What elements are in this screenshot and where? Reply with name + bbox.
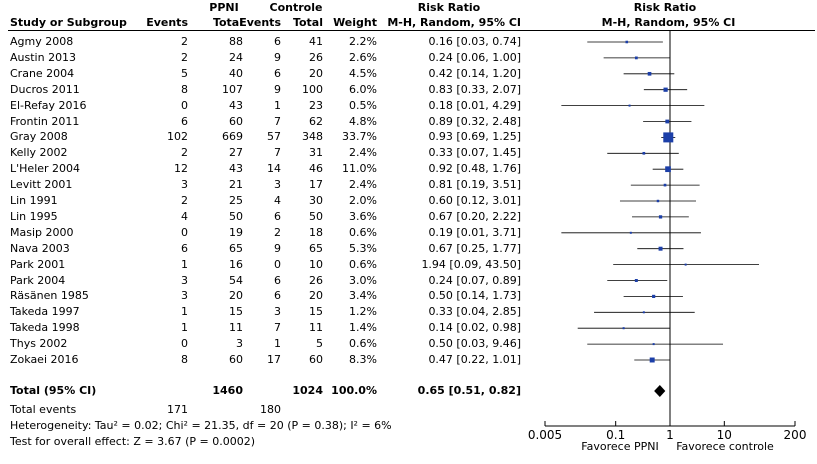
study-name: Takeda 1997 [10, 305, 80, 319]
total2-cell: 41 [309, 35, 323, 48]
events1-cell: 1 [181, 305, 188, 319]
point-estimate-square [659, 247, 663, 251]
weight-cell: 8.3% [349, 353, 377, 366]
weight-cell: 1.2% [349, 305, 377, 319]
ci-cell: 0.47 [0.22, 1.01] [428, 353, 521, 366]
events2-cell: 6 [274, 273, 281, 287]
total2-cell: 26 [309, 273, 323, 287]
weight-cell: 2.4% [349, 146, 377, 160]
favors-right-label: Favorece controle [676, 440, 774, 453]
events2-cell: 9 [274, 82, 281, 96]
rr-plot-title-header: Risk Ratio [633, 1, 697, 14]
total1-cell: 40 [229, 66, 243, 80]
weight-cell: 3.4% [349, 289, 377, 303]
total2-cell: 31 [309, 146, 323, 160]
events1-cell: 8 [181, 353, 188, 366]
study-name: Lin 1995 [10, 209, 58, 223]
x-tick-label: 10 [716, 428, 732, 442]
study-name: Gray 2008 [10, 130, 68, 144]
study-name: Park 2004 [10, 273, 66, 287]
x-tick-label: 1 [666, 428, 674, 442]
point-estimate-square [643, 311, 645, 313]
events2-cell: 7 [274, 321, 281, 335]
total1-cell: 54 [229, 273, 243, 287]
events1-cell: 3 [181, 273, 188, 287]
total2-cell: 20 [309, 66, 323, 80]
ci-cell: 0.81 [0.19, 3.51] [428, 178, 521, 192]
total1-cell: 65 [229, 241, 243, 255]
events1-cell: 0 [181, 337, 188, 351]
total2-cell: 65 [309, 241, 323, 255]
ci-cell: 0.60 [0.12, 3.01] [428, 194, 521, 207]
total2-cell: 15 [309, 305, 323, 319]
events2-column-header: Events [239, 16, 281, 29]
total2-summary: 1024 [292, 384, 323, 397]
weight-cell: 11.0% [342, 162, 377, 176]
group2-header: Controle [269, 1, 323, 14]
total2-cell: 10 [309, 257, 323, 271]
events2-cell: 6 [274, 66, 281, 80]
total1-cell: 60 [229, 353, 243, 366]
events2-cell: 3 [274, 305, 281, 319]
ci-summary: 0.65 [0.51, 0.82] [417, 384, 521, 397]
point-estimate-square [665, 166, 671, 172]
weight-cell: 3.0% [349, 273, 377, 287]
point-estimate-square [657, 200, 659, 202]
events2-cell: 6 [274, 35, 281, 48]
events2-cell: 6 [274, 289, 281, 303]
study-name: El-Refay 2016 [10, 98, 87, 112]
ci-cell: 0.83 [0.33, 2.07] [428, 82, 521, 96]
weight-cell: 0.6% [349, 225, 377, 239]
ci-cell: 0.67 [0.25, 1.77] [428, 241, 521, 255]
events1-cell: 6 [181, 114, 188, 128]
weight-cell: 2.2% [349, 35, 377, 48]
ci-cell: 0.14 [0.02, 0.98] [428, 321, 521, 335]
point-estimate-square [630, 232, 632, 234]
point-estimate-square [665, 120, 669, 124]
study-name: Nava 2003 [10, 241, 70, 255]
total1-cell: 43 [229, 162, 243, 176]
study-name: Crane 2004 [10, 66, 75, 80]
events2-summary: 180 [260, 403, 281, 416]
study-column-header: Study or Subgroup [10, 16, 127, 29]
weight-cell: 33.7% [342, 130, 377, 144]
point-estimate-square [650, 358, 655, 363]
events1-cell: 2 [181, 146, 188, 160]
weight-summary: 100.0% [331, 384, 377, 397]
weight-cell: 2.6% [349, 50, 377, 64]
study-name: Lin 1991 [10, 194, 58, 207]
events2-cell: 7 [274, 114, 281, 128]
events2-cell: 0 [274, 257, 281, 271]
heterogeneity-text: Heterogeneity: Tau² = 0.02; Chi² = 21.35, df = 20 (P = 0.38); I² = 6% [10, 419, 392, 432]
total1-cell: 3 [236, 337, 243, 351]
total1-cell: 21 [229, 178, 243, 192]
point-estimate-square [629, 105, 631, 107]
ci-cell: 0.89 [0.32, 2.48] [428, 114, 521, 128]
total2-cell: 60 [309, 353, 323, 366]
events1-cell: 8 [181, 82, 188, 96]
ci-cell: 0.67 [0.20, 2.22] [428, 209, 521, 223]
ci-cell: 0.24 [0.06, 1.00] [428, 50, 521, 64]
favors-left-label: Favorece PPNI [581, 440, 659, 453]
point-estimate-square [653, 343, 655, 345]
study-name: Thys 2002 [10, 337, 68, 351]
total2-cell: 62 [309, 114, 323, 128]
events1-cell: 0 [181, 225, 188, 239]
ci-cell: 0.92 [0.48, 1.76] [428, 162, 521, 176]
total-row-label: Total (95% CI) [10, 384, 97, 397]
total2-cell: 348 [302, 130, 323, 144]
events2-cell: 1 [274, 98, 281, 112]
study-name: Zokaei 2016 [10, 353, 79, 366]
events1-cell: 2 [181, 194, 188, 207]
x-tick-label: 0.1 [606, 428, 626, 442]
point-estimate-square [664, 184, 667, 187]
events2-cell: 9 [274, 50, 281, 64]
weight-cell: 0.5% [349, 98, 377, 112]
events1-cell: 1 [181, 321, 188, 335]
total2-cell: 100 [302, 82, 323, 96]
ci-cell: 0.93 [0.69, 1.25] [428, 130, 521, 144]
study-name: Park 2001 [10, 257, 66, 271]
total2-cell: 46 [309, 162, 323, 176]
weight-cell: 4.5% [349, 66, 377, 80]
events1-cell: 0 [181, 98, 188, 112]
events1-cell: 5 [181, 66, 188, 80]
events2-cell: 7 [274, 146, 281, 160]
events1-cell: 6 [181, 241, 188, 255]
weight-cell: 2.4% [349, 178, 377, 192]
total1-cell: 88 [229, 35, 243, 48]
weight-cell: 6.0% [349, 82, 377, 96]
events1-summary: 171 [167, 403, 188, 416]
events2-cell: 17 [267, 353, 281, 366]
overall-effect-text: Test for overall effect: Z = 3.67 (P = 0.0002) [10, 435, 255, 448]
ci-cell: 0.50 [0.03, 9.46] [428, 337, 521, 351]
ci-cell: 0.19 [0.01, 3.71] [428, 225, 521, 239]
total1-cell: 25 [229, 194, 243, 207]
weight-cell: 0.6% [349, 257, 377, 271]
total1-cell: 50 [229, 209, 243, 223]
total2-cell: 11 [309, 321, 323, 335]
total1-cell: 669 [222, 130, 243, 144]
total2-cell: 26 [309, 50, 323, 64]
ci-cell: 0.16 [0.03, 0.74] [428, 35, 521, 48]
total2-cell: 23 [309, 98, 323, 112]
weight-cell: 4.8% [349, 114, 377, 128]
study-name: Kelly 2002 [10, 146, 68, 160]
ci-column-header: M-H, Random, 95% CI [387, 16, 521, 29]
point-estimate-square [663, 132, 673, 142]
events1-cell: 3 [181, 289, 188, 303]
ci-cell: 0.33 [0.07, 1.45] [428, 146, 521, 160]
study-name: Takeda 1998 [10, 321, 80, 335]
events1-column-header: Events [146, 16, 188, 29]
weight-cell: 0.6% [349, 337, 377, 351]
events1-cell: 1 [181, 257, 188, 271]
study-name: Agmy 2008 [10, 35, 74, 48]
events2-cell: 3 [274, 178, 281, 192]
events2-cell: 2 [274, 225, 281, 239]
total2-column-header: Total [292, 16, 323, 29]
events1-cell: 3 [181, 178, 188, 192]
point-estimate-square [652, 295, 655, 298]
point-estimate-square [685, 264, 687, 266]
weight-cell: 3.6% [349, 209, 377, 223]
study-name: Austin 2013 [10, 50, 77, 64]
events1-cell: 12 [174, 162, 188, 176]
point-estimate-square [659, 215, 662, 218]
total2-cell: 18 [309, 225, 323, 239]
total2-cell: 5 [316, 337, 323, 351]
point-estimate-square [663, 88, 667, 92]
point-estimate-square [635, 279, 638, 282]
study-name: L'Heler 2004 [10, 162, 81, 176]
total1-cell: 24 [229, 50, 243, 64]
total1-cell: 43 [229, 98, 243, 112]
ci-cell: 0.42 [0.14, 1.20] [428, 66, 521, 80]
total1-cell: 16 [229, 257, 243, 271]
point-estimate-square [643, 152, 646, 155]
rr-plot-method-header: M-H, Random, 95% CI [601, 16, 736, 29]
events2-cell: 1 [274, 337, 281, 351]
study-name: Masip 2000 [10, 225, 74, 239]
total1-cell: 27 [229, 146, 243, 160]
total2-cell: 20 [309, 289, 323, 303]
weight-cell: 5.3% [349, 241, 377, 255]
point-estimate-square [625, 41, 628, 44]
ci-cell: 0.33 [0.04, 2.85] [428, 305, 521, 319]
events1-cell: 4 [181, 209, 188, 223]
weight-column-header: Weight [333, 16, 377, 29]
events2-cell: 6 [274, 209, 281, 223]
x-tick-label: 200 [783, 428, 807, 442]
point-estimate-square [623, 327, 625, 329]
ci-cell: 0.18 [0.01, 4.29] [428, 98, 521, 112]
total1-cell: 20 [229, 289, 243, 303]
ci-cell: 0.24 [0.07, 0.89] [428, 273, 521, 287]
total1-cell: 15 [229, 305, 243, 319]
study-name: Räsänen 1985 [10, 289, 89, 303]
total1-cell: 60 [229, 114, 243, 128]
total1-cell: 11 [229, 321, 243, 335]
total1-summary: 1460 [212, 384, 243, 397]
total2-cell: 30 [309, 194, 323, 207]
events1-cell: 2 [181, 35, 188, 48]
total1-cell: 19 [229, 225, 243, 239]
events2-cell: 14 [267, 162, 281, 176]
events2-cell: 57 [267, 130, 281, 144]
study-marks [561, 41, 759, 363]
events1-cell: 102 [167, 130, 188, 144]
rr-title-header: Risk Ratio [417, 1, 481, 14]
group1-header: PPNI [209, 1, 239, 14]
total1-cell: 107 [222, 82, 243, 96]
study-name: Frontin 2011 [10, 114, 80, 128]
total1-column-header: Total [212, 16, 243, 29]
total2-cell: 17 [309, 178, 323, 192]
pooled-effect-diamond [654, 385, 665, 397]
total-events-label: Total events [10, 403, 77, 416]
x-tick-label: 0.005 [527, 428, 563, 442]
study-name: Levitt 2001 [10, 178, 73, 192]
ci-cell: 1.94 [0.09, 43.50] [421, 257, 521, 271]
study-name: Ducros 2011 [10, 82, 80, 96]
ci-cell: 0.50 [0.14, 1.73] [428, 289, 521, 303]
events2-cell: 9 [274, 241, 281, 255]
weight-cell: 2.0% [349, 194, 377, 207]
events1-cell: 2 [181, 50, 188, 64]
point-estimate-square [635, 57, 638, 60]
total2-cell: 50 [309, 209, 323, 223]
x-axis-ticks [528, 421, 807, 442]
point-estimate-square [648, 72, 652, 76]
events2-cell: 4 [274, 194, 281, 207]
weight-cell: 1.4% [349, 321, 377, 335]
